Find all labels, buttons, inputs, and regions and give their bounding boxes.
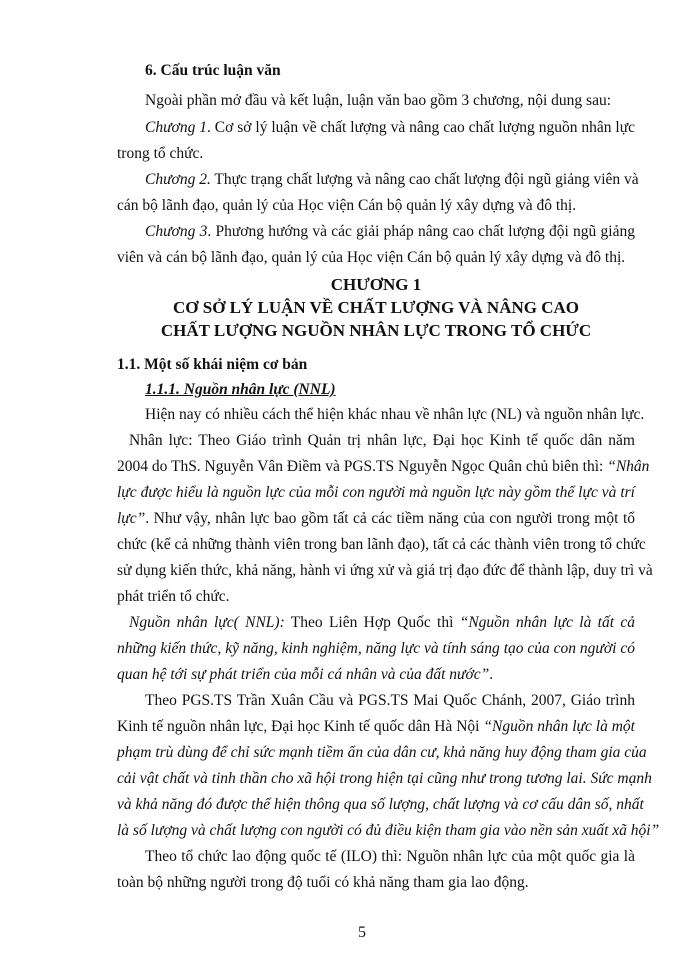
paragraph-line: Theo PGS.TS Trần Xuân Cầu và PGS.TS Mai Quốc Chánh, 2007, Giáo trình — [145, 692, 635, 709]
paragraph-line: viên và cán bộ lãnh đạo, quản lý của Học viện Cán bộ quản lý xây dựng và đô thị. — [117, 249, 626, 266]
paragraph-line: quan hệ tới sự phát triển của mỗi cá nhân và của đất nước”. — [117, 666, 494, 683]
chapter-title-line: CHẤT LƯỢNG NGUỒN NHÂN LỰC TRONG TỔ CHỨC — [160, 321, 592, 340]
paragraph-line: Theo tổ chức lao động quốc tế (ILO) thì: Nguồn nhân lực của một quốc gia là — [145, 848, 635, 865]
chapter-label: Chương 1 — [145, 119, 207, 136]
paragraph-line: Nhân lực: Theo Giáo trình Quản trị nhân lực, Đại học Kinh tế quốc dân năm — [129, 432, 635, 449]
paragraph-line: cán bộ lãnh đạo, quản lý của Học viện Cán bộ quản lý xây dựng và đô thị. — [117, 197, 577, 214]
chapter-number: CHƯƠNG 1 — [330, 275, 422, 294]
paragraph-line: Nguồn nhân lực( NNL): Theo Liên Hợp Quốc thì “Nguồn nhân lực là tất cả — [129, 614, 635, 631]
chapter-label: Chương 2. — [145, 171, 211, 188]
subsection-heading: 1.1.1. Nguồn nhân lực (NNL) — [145, 381, 336, 398]
paragraph-line: lực được hiểu là nguồn lực của mỗi con người mà nguồn lực này gồm thể lực và trí — [117, 484, 635, 501]
chapter-title-line: CƠ SỞ LÝ LUẬN VỀ CHẤT LƯỢNG VÀ NÂNG CAO — [173, 298, 579, 317]
paragraph-line: trong tổ chức. — [117, 145, 204, 162]
page-number: 5 — [358, 924, 366, 941]
paragraph-line: phạm trù dùng để chỉ sức mạnh tiềm ẩn của dân cư, khả năng huy động tham gia của — [117, 744, 647, 761]
paragraph-line: Kinh tế nguồn nhân lực, Đại học Kinh tế quốc dân Hà Nội “Nguồn nhân lực là một — [117, 718, 635, 735]
paragraph-line: phát triển tổ chức. — [117, 588, 230, 605]
paragraph-line: cải vật chất và tinh thần cho xã hội trong hiện tại cũng như trong tương lai. Sức mạnh — [117, 770, 652, 787]
paragraph-line: là số lượng và chất lượng con người có đủ điều kiện tham gia vào nền sản xuất xã hội” — [117, 822, 660, 839]
paragraph-line: những kiến thức, kỹ năng, kinh nghiệm, năng lực và tính sáng tạo của con người có — [117, 640, 635, 657]
paragraph-line: Chương 2. Thực trạng chất lượng và nâng cao chất lượng đội ngũ giảng viên và — [145, 171, 639, 188]
chapter-label: Chương 3 — [145, 223, 208, 240]
section-heading: 6. Cấu trúc luận văn — [145, 62, 281, 79]
section-heading: 1.1. Một số khái niệm cơ bản — [117, 356, 308, 373]
paragraph-line: sử dụng kiến thức, khả năng, hành vi ứng xử và giá trị đạo đức để thành lập, duy trì và — [117, 562, 653, 579]
paragraph-line: Ngoài phần mở đầu và kết luận, luận văn bao gồm 3 chương, nội dung sau: — [145, 92, 612, 109]
paragraph-line: lực”. Như vậy, nhân lực bao gồm tất cả các tiềm năng của con người trong một tổ — [117, 510, 635, 527]
paragraph-line: toàn bộ những người trong độ tuổi có khả năng tham gia lao động. — [117, 874, 529, 891]
paragraph-line: 2004 do ThS. Nguyễn Vân Điềm và PGS.TS Nguyễn Ngọc Quân chủ biên thì: “Nhân — [117, 458, 650, 475]
paragraph-line: Chương 1. Cơ sở lý luận về chất lượng và nâng cao chất lượng nguồn nhân lực — [145, 119, 635, 136]
paragraph-line: chức (kể cả những thành viên trong ban lãnh đạo), tất cả các thành viên trong tổ chức — [117, 536, 646, 553]
paragraph-line: Hiện nay có nhiều cách thể hiện khác nhau về nhân lực (NL) và nguồn nhân lực. — [145, 406, 645, 423]
paragraph-line: Chương 3. Phương hướng và các giải pháp nâng cao chất lượng đội ngũ giảng — [145, 223, 635, 240]
term-label: Nguồn nhân lực( NNL): — [129, 614, 285, 631]
paragraph-line: và khả năng đó được thể hiện thông qua số lượng, chất lượng và cơ cấu dân số, nhất — [117, 796, 644, 813]
